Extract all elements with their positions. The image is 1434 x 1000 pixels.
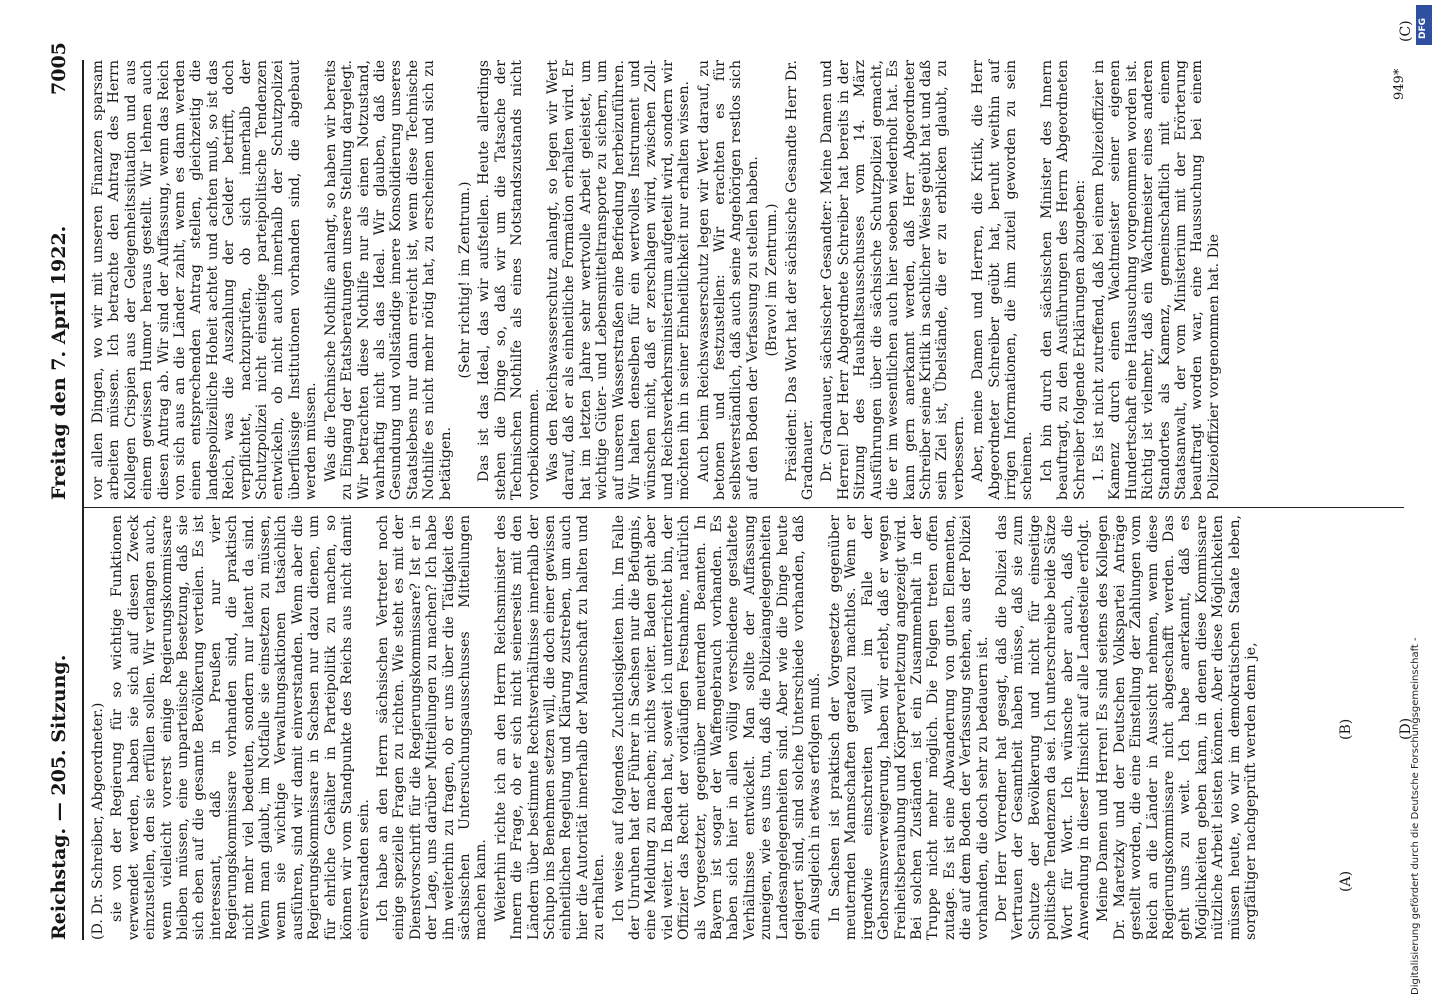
- speaker-line: (D. Dr. Schreiber, Abgeordneter.): [90, 702, 106, 940]
- header-rule: [82, 60, 84, 940]
- margin-mark-d: (D): [1398, 717, 1414, 740]
- paragraph: Was den Reichswasserschutz anlangt, so legen wir Wert darauf, daß er als einheitliche Formation erhalten wird. Er hat im letzten Jahre sehr wertvolle Arbeit geleistet, um wichtige Güter- und Lebensmitteltransporte zu sichern, um auf unseren Wasserstraßen eine Befriedung herbeizuführen. Wir halten denselben für ein wertvolles Instrument und wünschen nicht, daß er zerschlagen wird, zwischen Zoll- und Reichsverkehrsministerium aufgeteilt wird, sondern wir möchten ihn in seiner Einheitlichkeit nur erhalten wissen.: [544, 60, 693, 500]
- paragraph: Auch beim Reichswasserschutz legen wir Wert darauf, zu betonen und festzustellen: Wir erachten es für selbstverständlich, daß auch seine Angehörigen restlos sich auf den Boden der Verfassung zu stellen haben.: [695, 60, 761, 500]
- header-right: Freitag den 7. April 1922.: [48, 225, 70, 500]
- header-left: Reichstag. — 205. Sitzung.: [48, 654, 70, 940]
- paragraph: sie von der Regierung für so wichtige Funktionen verwendet werden, haben sie sich auf diesen Zweck einzustellen, den sie erfüllen sollen. Wir verlangen auch, wenn vielleicht vorerst einige Regierungskommissare bleiben müssen, eine unparteiische Besetzung, daß sie sich eben auf die gesamte Bevölkerung verteilen. Es ist interessant, daß in Preußen nur vier Regierungskommissare vorhanden sind, die praktisch nicht mehr viel bedeuten, sondern nur latent da sind. Wenn man glaubt, im Notfalle sie einsetzen zu müssen, wenn sie wichtige Verwaltungsaktionen tatsächlich ausführen, sind wir damit einverstanden. Wenn aber die Regierungskommissare in Sachsen nur dazu dienen, um für ehrliche Gehälter in Parteipolitik zu machen, so können wir vom Standpunkte des Reichs aus nicht damit einverstanden sein.: [109, 515, 372, 940]
- dfg-logo: [1416, 5, 1432, 45]
- paragraph: Weiterhin richte ich an den Herrn Reichsminister des Innern die Frage, ob er sich nicht seinerseits mit den Ländern über bestimmte Rechtsverhältnisse innerhalb der Schupo ins Benehmen setzen will, die doch einer gewissen einheitlichen Regelung und Klärung zustreben, um auch hier die Autorität innerhalb der Mannschaft zu halten und zu erhalten.: [492, 515, 608, 940]
- dfg-logo-text: DFG: [1418, 17, 1428, 39]
- paragraph: Was die Technische Nothilfe anlangt, so haben wir bereits zu Eingang der Etatsberatungen unsere Stellung dargelegt. Wir betrachten diese Nothilfe nur als einen Notzustand, wahrhaftig nicht als das Ideal. Wir glauben, daß die Gesundung und vollständige innere Konsolidierung unseres Staatslebens nur dann erreicht ist, wenn diese Technische Nothilfe es nicht mehr nötig hat, zu erscheinen und sich zu betätigen.: [322, 60, 454, 500]
- margin-mark-a: (A): [1338, 870, 1354, 892]
- paragraph: Ich bin durch den sächsischen Minister des Innern beauftragt, zu den Ausführungen des Herrn Abgeordneten Schreiber folgende Erklärungen abzugeben:: [1038, 60, 1088, 500]
- paragraph: Dr. Gradnauer, sächsischer Gesandter: Meine Damen und Herren! Der Herr Abgeordnete Schreiber hat bereits in der Sitzung des Haushaltsausschusses vom 14. März Ausführungen über die sächsische Schutzpolizei gemacht, die er im wesentlichen auch hier soeben wiederholt hat. Es kann gern anerkannt werden, daß Herr Abgeordneter Schreiber seine Kritik in sachlicher Weise geübt hat und daß sein Ziel ist, Übelstände, die er zu erblicken glaubt, zu verbessern.: [819, 60, 967, 500]
- interjection: (Bravo! im Zentrum.): [764, 203, 781, 357]
- paragraph: Meine Damen und Herren! Es sind seitens des Kollegen Dr. Maretzky und der Deutschen Volkspartei Anträge gestellt worden, die eine Einstellung der Zahlungen vom Reich an die Länder in Aussicht nehmen, wenn diese Regierungskommissare nicht abgeschafft werden. Das geht uns zu weit. Ich habe anerkannt, daß es Möglichkeiten geben kann, in denen diese Kommissare nützliche Arbeit leisten können. Aber diese Möglichkeiten müssen heute, wo wir im demokratischen Staate leben, sorgfältiger nachgeprüft werden denn je,: [1095, 515, 1260, 940]
- paragraph: Aber, meine Damen und Herren, die Kritik, die Herr Abgeordneter Schreiber geübt hat, beruht weithin auf irrigen Informationen, die ihm zuteil geworden zu sein scheinen.: [970, 60, 1036, 500]
- paragraph: Der Herr Vorredner hat gesagt, daß die Polizei das Vertrauen der Gesamtheit haben müsse, daß sie zum Schutze der Bevölkerung und nicht für einseitige politische Tendenzen da sei. Ich unterschreibe beide Sätze Wort für Wort. Ich wünsche aber auch, daß die Anwendung in dieser Hinsicht auf alle Landesteile erfolgt.: [993, 515, 1092, 940]
- paragraph: vor allen Dingen, wo wir mit unseren Finanzen sparsam arbeiten müssen. Ich betrachte den Antrag des Herrn Kollegen Crispien aus der Gelegenheitssituation und aus einem gewissen Humor heraus gestellt. Wir lehnen auch diesen Antrag ab. Wir sind der Auffassung, wenn das Reich von sich aus an die Länder zahlt, wenn es dann werden einen entsprechenden Antrag stellen, gleichzeitig die landespolizeiliche Hoheit achtet und achten muß, so ist das Reich, was die Auszahlung der Gelder betrifft, doch verpflichtet, nachzuprüfen, ob sich innerhalb der Schutzpolizei nicht einseitige parteipolitische Tendenzen entwickeln, ob nicht auch innerhalb der Schutzpolizei überflüssige Institutionen vorhanden sind, die abgebaut werden müssen.: [90, 60, 320, 500]
- paragraph: Ich habe an den Herrn sächsischen Vertreter noch einige spezielle Fragen zu richten. Wie steht es mit der Dienstvorschrift für die Regierungskommissare? Ist er in der Lage, uns darüber Mitteilungen zu machen? Ich habe ihn weiterhin zu fragen, ob er uns über die Tätigkeit des sächsischen Untersuchungsausschusses Mitteilungen machen kann.: [374, 515, 490, 940]
- column-divider: [84, 507, 1404, 508]
- paragraph: Das ist das Ideal, das wir aufstellen. Heute allerdings stehen die Dinge so, daß wir um die Tatsache der Technischen Nothilfe als eines Notstandszustands nicht vorbeikommen.: [476, 60, 542, 500]
- interjection: (Sehr richtig! im Zentrum.): [456, 181, 473, 379]
- paragraph: Präsident: Das Wort hat der sächsische Gesandte Herr Dr. Gradnauer.: [783, 60, 817, 500]
- text-column-right: [90, 60, 1390, 500]
- margin-mark-b: (B): [1338, 718, 1354, 740]
- page-number: 7005: [48, 42, 70, 95]
- text-column-left: [90, 515, 1400, 940]
- margin-mark-c: (C): [1398, 20, 1414, 42]
- paragraph: In Sachsen ist praktisch der Vorgesetzte gegenüber meuternden Mannschaften geradezu machtlos. Wenn er irgendwie einschreiten will im Falle der Gehorsamsverweigerung, haben wir erlebt, daß er wegen Freiheitsberaubung und Körperverletzung angezeigt wird. Bei solchen Zuständen ist ein Zusammenhalt in der Truppe nicht mehr möglich. Die Folgen treten offen zutage. Es ist eine Abwanderung von guten Elementen, die auf dem Boden der Verfassung stehen, aus der Polizei vorhanden, die doch sehr zu bedauern ist.: [826, 515, 991, 940]
- digitization-credit: Digitalisierung gefördert durch die Deutsche Forschungsgemeinschaft -: [1410, 637, 1421, 995]
- paragraph: Ich weise auf folgendes Zuchtlosigkeiten hin. Im Falle der Unruhen hat der Führer in Sachsen nur die Befugnis, eine Meldung zu machen; nichts weiter. Baden geht aber viel weiter. In Baden hat, soweit ich unterrichtet bin, der Offizier das Recht der vorläufigen Festnahme, natürlich als Vorgesetzter, gegenüber meuternden Beamten. In Bayern ist sogar der Waffengebrauch vorhanden. Es haben sich hier in allen völlig verschiedene gestaltete Verhältnisse entwickelt. Man sollte der Auffassung zuneigen, wie es uns tun, daß die Polizeiangelegenheiten Landesangelegenheiten sind. Aber wie die Dinge heute gelagert sind, sind solche Unterschiede vorhanden, daß ein Ausgleich in etwas erfolgen muß.: [610, 515, 824, 940]
- signature-mark: 949*: [1392, 68, 1407, 100]
- paragraph: 1. Es ist nicht zutreffend, daß bei einem Polizeioffizier in Kamenz durch einen Wachtmeister seiner eigenen Hundertschaft eine Haussuchung vorgenommen worden ist. Richtig ist vielmehr, daß ein Wachtmeister eines anderen Standortes als Kamenz, gemeinschaftlich mit einem Staatsanwalt, der vom Ministerium mit der Erörterung beauftragt worden war, eine Haussuchung bei einem Polizeioffizier vorgenommen hat. Die: [1090, 60, 1222, 500]
